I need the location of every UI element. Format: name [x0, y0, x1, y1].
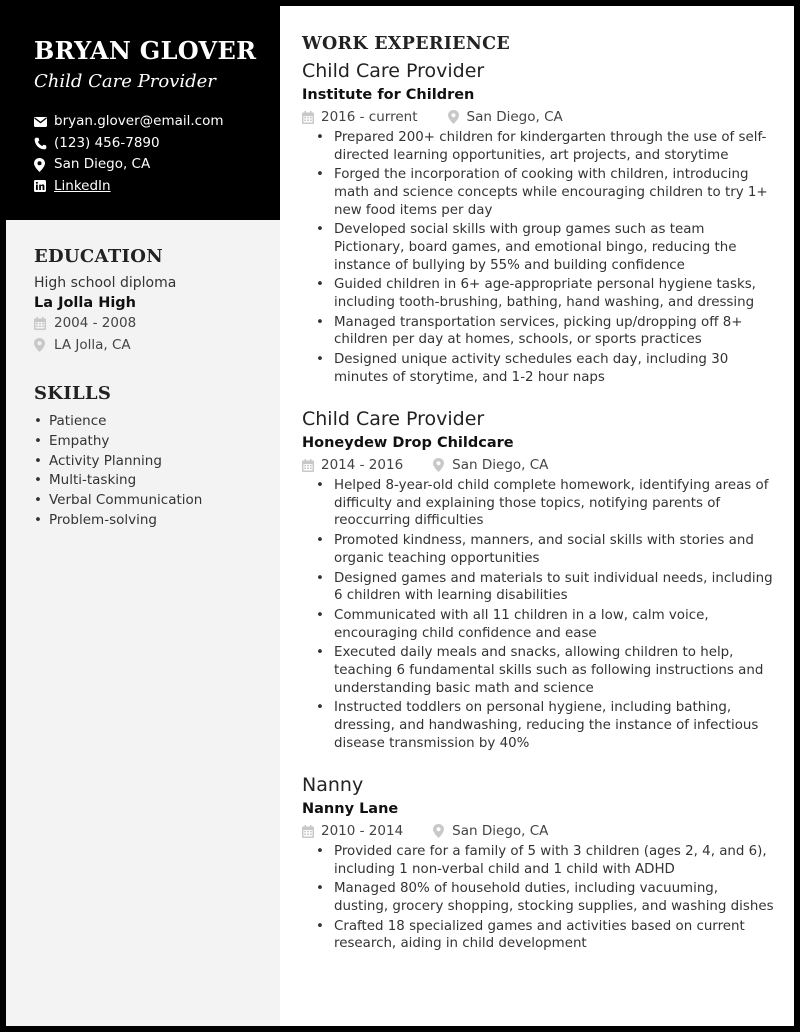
job-entry	[302, 58, 774, 386]
job-bullets	[302, 843, 774, 953]
job-bullet: • Designed games and materials to suit individual needs, including 6 children with learning disabilities	[316, 570, 773, 604]
job-meta	[302, 107, 774, 127]
job-location: San Diego, CA	[466, 109, 563, 125]
jobs-list	[302, 58, 774, 953]
job-company: Institute for Children	[302, 87, 475, 103]
skill-item: • Activity Planning	[34, 452, 162, 469]
contact-list	[34, 111, 262, 197]
education-dates-row	[34, 313, 262, 333]
envelope-icon	[34, 117, 54, 127]
job-bullet: • Provided care for a family of 5 with 3 children (ages 2, 4, and 6), including 1 non-verbal child and 1 child with ADHD	[316, 844, 767, 877]
map-pin-icon	[433, 824, 452, 838]
education-degree: High school diploma	[34, 275, 177, 291]
education-dates: 2004 - 2008	[54, 315, 137, 331]
skill-item: • Empathy	[34, 432, 110, 449]
skill-item: • Verbal Communication	[34, 492, 203, 509]
job-meta	[302, 455, 774, 475]
job-role: Nanny	[302, 774, 364, 797]
education-location: LA Jolla, CA	[54, 337, 131, 353]
job-bullet: • Managed transportation services, picking up/dropping off 8+ children per day at homes, schools, or sports practices	[316, 314, 743, 348]
location-text: San Diego, CA	[54, 156, 151, 173]
resume-page	[6, 6, 794, 1026]
profile-header	[6, 6, 280, 220]
candidate-name: BRYAN GLOVER	[34, 36, 257, 65]
job-bullet: • Helped 8-year-old child complete homework, identifying areas of difficulty and explaining those topics, notifying parents of reoccurring difficulties	[316, 478, 769, 529]
contact-email	[34, 111, 262, 133]
skill-item: • Multi-tasking	[34, 472, 137, 489]
calendar-icon	[302, 459, 321, 472]
job-bullet: • Communicated with all 11 children in a low, calm voice, encouraging child confidence and ease	[316, 607, 709, 641]
work-experience-heading: WORK EXPERIENCE	[302, 34, 510, 54]
job-bullets	[302, 129, 774, 386]
education-heading: EDUCATION	[34, 246, 163, 267]
contact-linkedin	[34, 176, 262, 198]
phone-icon	[34, 137, 54, 150]
map-pin-icon	[34, 338, 54, 352]
job-meta	[302, 821, 774, 841]
contact-location	[34, 154, 262, 176]
skills-section	[6, 383, 280, 531]
job-dates: 2016 - current	[321, 109, 418, 125]
candidate-title: Child Care Provider	[34, 71, 216, 92]
contact-phone	[34, 133, 262, 155]
job-bullet: • Crafted 18 specialized games and activities based on current research, aiding in child development	[316, 918, 745, 952]
map-pin-icon	[433, 458, 452, 472]
job-dates: 2010 - 2014	[321, 823, 404, 840]
calendar-icon	[34, 317, 54, 330]
skills-list	[34, 412, 262, 531]
linkedin-link[interactable]: LinkedIn	[54, 177, 111, 194]
job-bullet: • Managed 80% of household duties, including vacuuming, dusting, grocery shopping, stocking supplies, and washing dishes	[316, 881, 774, 915]
main-content	[280, 6, 794, 1026]
calendar-icon	[302, 825, 321, 838]
skill-item: • Patience	[34, 413, 107, 429]
education-school: La Jolla High	[34, 295, 137, 311]
skill-item: • Problem-solving	[34, 511, 157, 528]
job-company: Nanny Lane	[302, 801, 399, 818]
education-location-row	[34, 335, 262, 355]
job-bullets	[302, 477, 774, 752]
job-company: Honeydew Drop Childcare	[302, 435, 514, 452]
linkedin-icon	[34, 180, 54, 192]
phone-text[interactable]: (123) 456-7890	[54, 134, 160, 151]
job-bullet: • Promoted kindness, manners, and social skills with stories and organic teaching opportunities	[316, 533, 754, 566]
map-pin-icon	[34, 158, 54, 172]
sidebar	[6, 6, 280, 1026]
job-dates: 2014 - 2016	[321, 457, 404, 474]
job-bullet: • Designed unique activity schedules each day, including 30 minutes of storytime, and 1-2 hour naps	[316, 352, 729, 385]
job-bullet: • Forged the incorporation of cooking with children, introducing math and science concepts while encouraging children to try 1+ new food items per day	[316, 167, 768, 218]
job-location: San Diego, CA	[452, 457, 549, 474]
job-entry	[302, 406, 774, 752]
skills-heading: SKILLS	[34, 383, 112, 404]
email-text[interactable]: bryan.glover@email.com	[54, 113, 224, 130]
job-bullet: • Prepared 200+ children for kindergarten through the use of self-directed learning opportunities, art projects, and storytime	[316, 130, 767, 163]
job-location: San Diego, CA	[452, 823, 549, 840]
education-section	[6, 246, 280, 355]
job-bullet: • Executed daily meals and snacks, allowing children to help, teaching 6 fundamental skills such as following instructions and understanding basic math and science	[316, 645, 764, 696]
job-role: Child Care Provider	[302, 60, 485, 82]
calendar-icon	[302, 111, 321, 124]
job-bullet: • Developed social skills with group games such as team Pictionary, board games, and emotional bingo, reducing the instance of bullying by 55% and building confidence	[316, 222, 737, 273]
job-entry	[302, 772, 774, 953]
job-role: Child Care Provider	[302, 408, 485, 431]
job-bullet: • Guided children in 6+ age-appropriate personal hygiene tasks, including tooth-brushing, bathing, hand washing, and dressing	[316, 277, 756, 310]
job-bullet: • Instructed toddlers on personal hygiene, including bathing, dressing, and handwashing, reducing the instance of infectious disease transmission by 40%	[316, 700, 759, 751]
map-pin-icon	[448, 110, 467, 124]
